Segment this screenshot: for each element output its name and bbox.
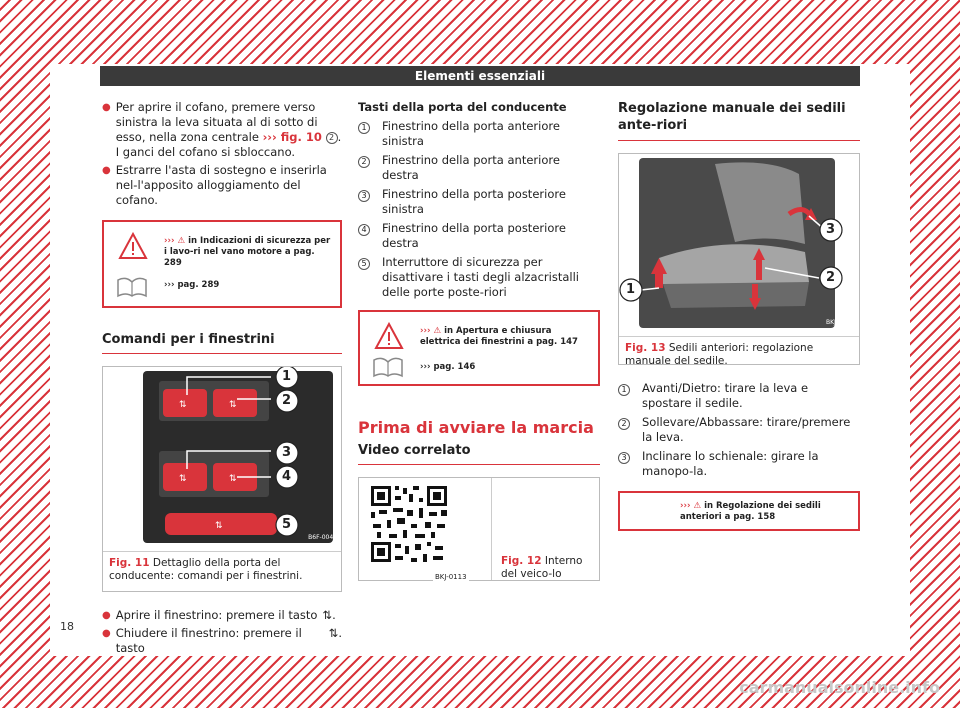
bullet-dot-icon: ● [102,102,111,113]
callout-label: 4 [282,469,292,484]
page-link[interactable]: ››› pag. 146 [420,362,476,372]
chapter-title: Prima di avviare la marcia [358,418,594,437]
page-number: 18 [60,620,74,633]
svg-text:⇅: ⇅ [179,400,187,410]
bullet-dot-icon: ● [102,628,111,639]
window-button-icon: ⇅. [322,608,336,622]
figure-caption: Fig. 13 Sedili anteriori: regolazione manuale del sedile. [619,336,859,373]
column-left [102,100,342,659]
bullet-item: ● Estrarre l'asta di sostegno e inserirla nel-l'apposito alloggiamento del cofano. [102,163,327,207]
list-item: 4 Finestrino della porta posteriore destra [358,221,600,251]
svg-text:⇅: ⇅ [179,474,187,484]
figure-window-controls [102,366,342,592]
section-title: Video correlato [358,443,600,465]
figure-code: B6F-0044 [308,534,337,541]
page-link[interactable]: ››› pag. 289 [164,280,220,290]
small-warning-icon: ⚠ [693,501,702,511]
list-heading: Tasti della porta del conducente [358,100,567,114]
warning-triangle-icon [374,322,404,350]
qr-code-icon [369,484,449,568]
bullet-dot-icon: ● [102,610,111,621]
section-title: Regolazione manuale dei sedili ante-riori [618,100,860,141]
warning-box: ››› ⚠ in Indicazioni di sicurezza per i lavo-ri nel vano motore a pag. 289 ››› pag. 289 [102,220,342,308]
warning-triangle-icon [118,232,148,260]
list-item: 2 Finestrino della porta anteriore destra [358,153,600,183]
bullet-item: ● Chiudere il finestrino: premere il tasto ⇅. [102,626,342,655]
bullet-dot-icon: ● [102,165,111,176]
warning-box: ››› ⚠ in Regolazione dei sedili anteriori a pag. 158 [618,491,860,531]
figure-caption: Fig. 11 Dettaglio della porta del conducente: comandi per i finestrini. [103,551,341,588]
list-item: 3 Finestrino della porta posteriore sinistra [358,187,600,217]
fig-link[interactable]: ››› fig. 10 [262,130,322,144]
callout-label: 2 [826,270,836,285]
list-item: 5 Interruttore di sicurezza per disattivare i tasti degli alzacristalli delle porte poste-riori [358,255,600,300]
bullet-item: ● Aprire il finestrino: premere il tasto ⇅. [102,608,336,622]
book-reference-icon [114,272,150,300]
list-item: 1 Finestrino della porta anteriore sinistra [358,119,600,149]
figure-caption: Fig. 12 Interno del veico-lo [501,555,583,580]
column-right [618,100,860,531]
page-header: Elementi essenziali [100,66,860,86]
callout-label: 3 [826,222,836,237]
small-warning-icon: ⚠ [177,236,186,246]
watermark: carmanualsonline.info [739,678,940,697]
warning-box: ››› ⚠ in Apertura e chiusura elettrica dei finestrini a pag. 147 ››› pag. 146 [358,310,600,386]
small-warning-icon: ⚠ [433,326,442,336]
figure-seat-adjust [618,153,860,365]
section-title: Comandi per i finestrini [102,332,342,354]
list-item: 2 Sollevare/Abbassare: tirare/premere la leva. [618,415,860,445]
figure-code: BKJ-0056 [825,319,853,326]
figure-video [358,477,600,581]
svg-text:⇅: ⇅ [215,521,223,531]
svg-text:⇅: ⇅ [229,400,237,410]
svg-text:⇅: ⇅ [229,474,237,484]
callout-label: 3 [282,445,292,460]
figure-code: BKJ-0113 [433,570,469,585]
column-middle [358,100,600,581]
callout-label: 2 [282,393,292,408]
book-reference-icon [370,352,406,380]
bullet-item: ● Per aprire il cofano, premere verso sinistra la leva situata al di sotto di esso, nella zona centrale ››› fig. 10 2 . I ganci del cofano si sbloccano. [102,100,342,159]
list-item: 1 Avanti/Dietro: tirare la leva e spostare il sedile. [618,381,860,411]
list-item: 3 Inclinare lo schienale: girare la manopo-la. [618,449,860,479]
window-button-icon: ⇅. [328,626,342,640]
callout-label: 1 [626,282,636,297]
callout-label: 5 [282,517,292,532]
callout-label: 1 [282,369,292,384]
number-badge: 2 [326,132,338,144]
